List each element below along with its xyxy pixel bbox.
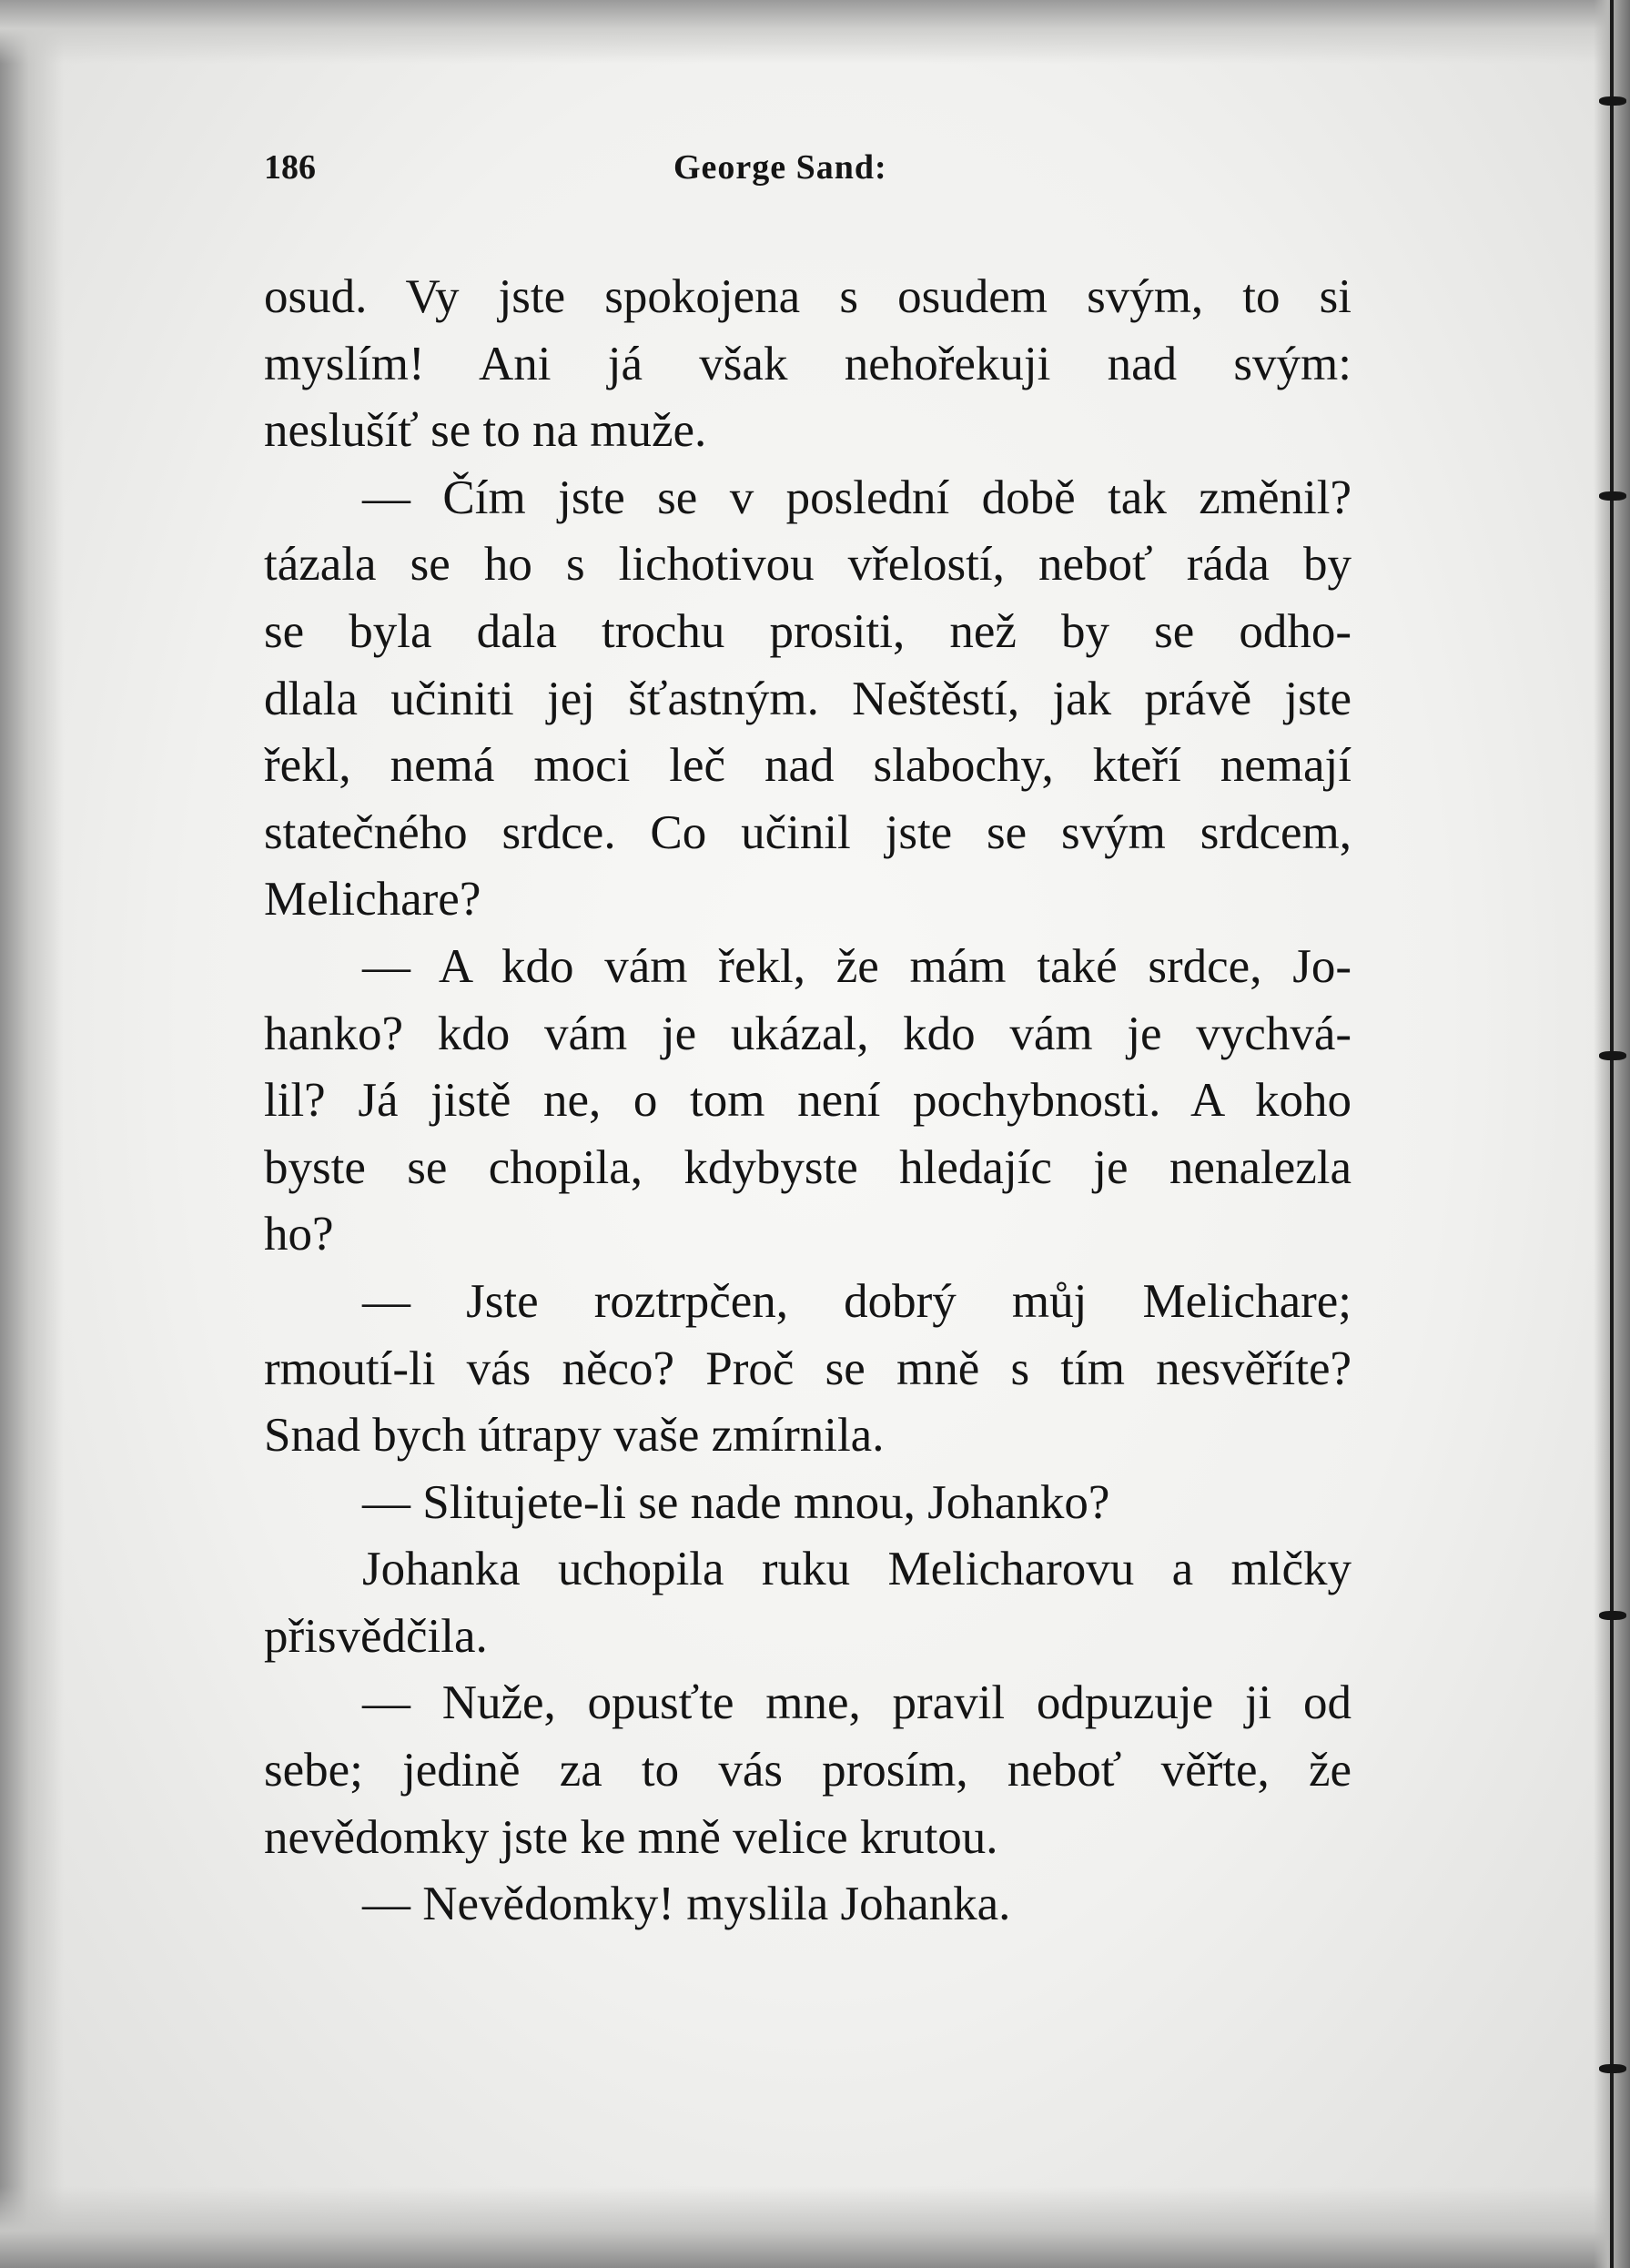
text-line: tázala se ho s lichotivou vřelostí, neboť ráda by <box>264 538 1352 592</box>
text-line: statečného srdce. Co učinil jste se svým srdcem, <box>264 805 1352 859</box>
text-line: Johanka uchopila ruku Melicharovu a mlčky <box>362 1543 1352 1596</box>
text-line: myslím! Ani já však nehořekuji nad svým: <box>264 337 1352 390</box>
text-line: — A kdo vám řekl, že mám také srdce, Jo- <box>362 939 1352 993</box>
text-line: rmoutí-li vás něco? Proč se mně s tím nesvěříte? <box>264 1342 1352 1395</box>
text-line: osud. Vy jste spokojena s osudem svým, to si <box>264 270 1352 323</box>
text-line: řekl, nemá moci leč nad slabochy, kteří nemají <box>264 739 1352 793</box>
text-line: Melichare? <box>264 873 481 926</box>
text-line: Snad bych útrapy vaše zmírnila. <box>264 1409 885 1463</box>
text-line: byste se chopila, kdybyste hledajíc je nenalezla <box>264 1140 1352 1194</box>
scan-shadow-top <box>0 0 1630 64</box>
text-line: ho? <box>264 1208 334 1261</box>
text-line: hanko? kdo vám je ukázal, kdo vám je vychvá- <box>264 1007 1352 1060</box>
spine-mark <box>1599 491 1626 501</box>
text-line: dlala učiniti jej šťastným. Neštěstí, jak právě jste <box>264 672 1352 725</box>
text-line: přisvědčila. <box>264 1609 488 1663</box>
page-header <box>264 147 1356 193</box>
text-line: — Jste roztrpčen, dobrý můj Melichare; <box>362 1274 1352 1328</box>
text-line: se byla dala trochu prositi, než by se odho- <box>264 604 1352 658</box>
page-number: 186 <box>264 148 316 187</box>
body-text <box>264 264 1352 1939</box>
spine-mark <box>1599 2064 1626 2073</box>
spine-mark <box>1599 1611 1626 1620</box>
text-line: sebe; jedině za to vás prosím, neboť věřte, že <box>264 1744 1352 1797</box>
text-line: — Nuže, opusťte mne, pravil odpuzuje ji od <box>362 1676 1352 1730</box>
spine-mark <box>1599 96 1626 106</box>
book-spine-edge <box>1597 0 1630 2268</box>
spine-line <box>1610 0 1614 2268</box>
text-line: — Nevědomky! myslila Johanka. <box>362 1878 1011 1931</box>
running-head: George Sand: <box>673 148 887 187</box>
text-line: neslušíť se to na muže. <box>264 404 707 458</box>
text-line: nevědomky jste ke mně velice krutou. <box>264 1810 998 1864</box>
text-line: — Slitujete-li se nade mnou, Johanko? <box>362 1475 1110 1529</box>
scan-shadow-left <box>0 0 64 2268</box>
scan-shadow-bottom <box>0 2186 1630 2268</box>
text-line: lil? Já jistě ne, o tom není pochybnosti. A koho <box>264 1074 1352 1128</box>
text-line: — Čím jste se v poslední době tak změnil? <box>362 471 1352 524</box>
spine-mark <box>1599 1051 1626 1060</box>
